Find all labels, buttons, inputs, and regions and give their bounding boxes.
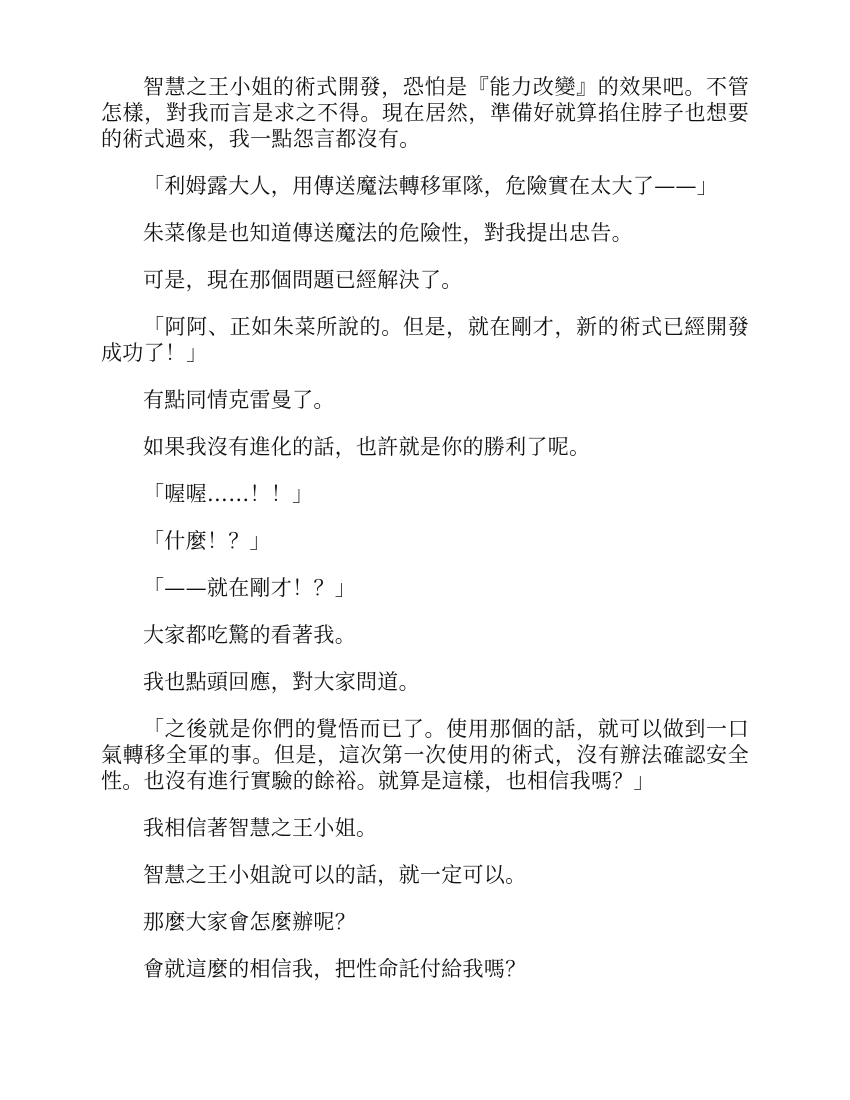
paragraph-10: 「——就在剛才！？」	[143, 576, 356, 600]
paragraph-9: 「什麼！？」	[143, 529, 271, 553]
paragraph-3: 朱菜像是也知道傳送魔法的危險性，對我提出忠告。	[143, 221, 633, 245]
paragraph-4: 可是，現在那個問題已經解決了。	[143, 268, 463, 292]
paragraph-14: 我相信著智慧之王小姐。	[143, 816, 378, 840]
paragraph-11: 大家都吃驚的看著我。	[143, 623, 356, 647]
paragraph-1: 智慧之王小姐的術式開發，恐怕是『能力改變』的效果吧。不管怎樣，對我而言是求之不得。現在居然，準備好就算掐住脖子也想要的術式過來，我一點怨言都沒有。	[101, 75, 749, 151]
paragraph-2: 「利姆露大人，用傳送魔法轉移軍隊，危險實在太大了——」	[143, 174, 719, 198]
paragraph-12: 我也點頭回應，對大家問道。	[143, 670, 420, 694]
paragraph-8: 「喔喔……！！」	[143, 482, 314, 506]
paragraph-17: 會就這麼的相信我，把性命託付給我嗎？	[143, 957, 527, 981]
paragraph-13: 「之後就是你們的覺悟而已了。使用那個的話，就可以做到一口氣轉移全軍的事。但是，這次第一次使用的術式，沒有辦法確認安全性。也沒有進行實驗的餘裕。就算是這樣，也相信我嗎？」	[101, 717, 749, 793]
document-page	[101, 74, 749, 1003]
paragraph-5: 「阿阿、正如朱菜所說的。但是，就在剛才，新的術式已經開發成功了！」	[101, 315, 749, 365]
paragraph-16: 那麼大家會怎麼辦呢？	[143, 910, 356, 934]
paragraph-15: 智慧之王小姐說可以的話，就一定可以。	[143, 863, 527, 887]
paragraph-7: 如果我沒有進化的話，也許就是你的勝利了呢。	[143, 435, 591, 459]
paragraph-6: 有點同情克雷曼了。	[143, 388, 335, 412]
